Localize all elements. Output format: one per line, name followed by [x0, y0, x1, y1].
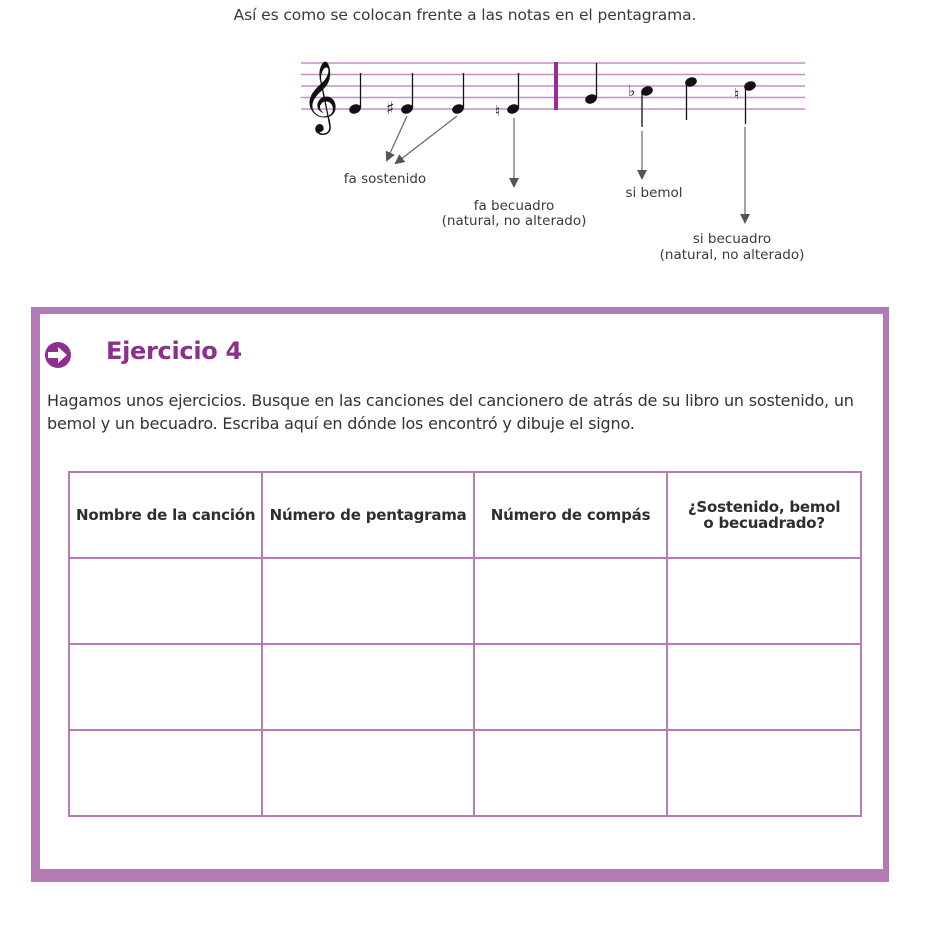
arrow-fa-sostenido-1: [387, 116, 407, 160]
label-si-becuadro: si becuadro: [692, 231, 772, 247]
cell-measure-number[interactable]: [474, 644, 667, 730]
cell-accidental-type[interactable]: [667, 730, 861, 816]
label-fa-becuadro-note: (natural, no alterado): [441, 213, 587, 229]
arrow-right-circle-icon: [45, 342, 71, 368]
header-measure-number: Número de compás: [474, 472, 667, 558]
cell-measure-number[interactable]: [474, 558, 667, 644]
table-header-row: [69, 472, 861, 558]
cell-measure-number[interactable]: [474, 730, 667, 816]
cell-accidental-type[interactable]: [667, 644, 861, 730]
note-mi: [348, 73, 362, 115]
label-si-becuadro-note: (natural, no alterado): [659, 247, 805, 263]
table-row: [69, 558, 861, 644]
note-si-flat: [628, 82, 654, 127]
table-row: [69, 644, 861, 730]
cell-staff-number[interactable]: [262, 730, 473, 816]
natural-icon: ♮: [734, 85, 740, 103]
cell-staff-number[interactable]: [262, 644, 473, 730]
cell-accidental-type[interactable]: [667, 558, 861, 644]
label-fa-becuadro: fa becuadro: [473, 198, 555, 214]
note-si-natural: [734, 80, 757, 124]
cell-staff-number[interactable]: [262, 558, 473, 644]
label-si-bemol: si bemol: [625, 185, 683, 201]
sharp-icon: ♯: [386, 99, 395, 119]
cell-song-name[interactable]: [69, 644, 262, 730]
barline: [554, 62, 558, 110]
label-fa-sostenido: fa sostenido: [343, 171, 427, 187]
header-accidental-type: ¿Sostenido, bemol o becuadrado?: [667, 472, 861, 558]
header-staff-number: Número de pentagrama: [262, 472, 473, 558]
answer-table: [68, 471, 862, 817]
intro-text: Así es como se colocan frente a las notas en el pentagrama.: [233, 6, 697, 24]
header-song-name: Nombre de la canción: [69, 472, 262, 558]
staff-lines: [301, 63, 805, 109]
cell-song-name[interactable]: [69, 558, 262, 644]
note-fa-sharp: [386, 73, 414, 119]
note-fa-natural: [495, 73, 520, 120]
cell-song-name[interactable]: [69, 730, 262, 816]
note-fa: [451, 73, 465, 115]
arrow-fa-sostenido-2: [396, 116, 457, 163]
exercise-title: Ejercicio 4: [106, 337, 242, 365]
natural-icon: ♮: [495, 102, 501, 120]
note-sol: [584, 63, 598, 105]
table-row: [69, 730, 861, 816]
treble-clef-icon: 𝄞: [302, 59, 339, 132]
exercise-instructions: Hagamos unos ejercicios. Busque en las canciones del cancionero de atrás de su libro un sostenido, un bemol y un becuadro. Escriba aquí en dónde los encontró y dibuje el signo.: [47, 391, 854, 433]
flat-icon: ♭: [628, 82, 636, 100]
